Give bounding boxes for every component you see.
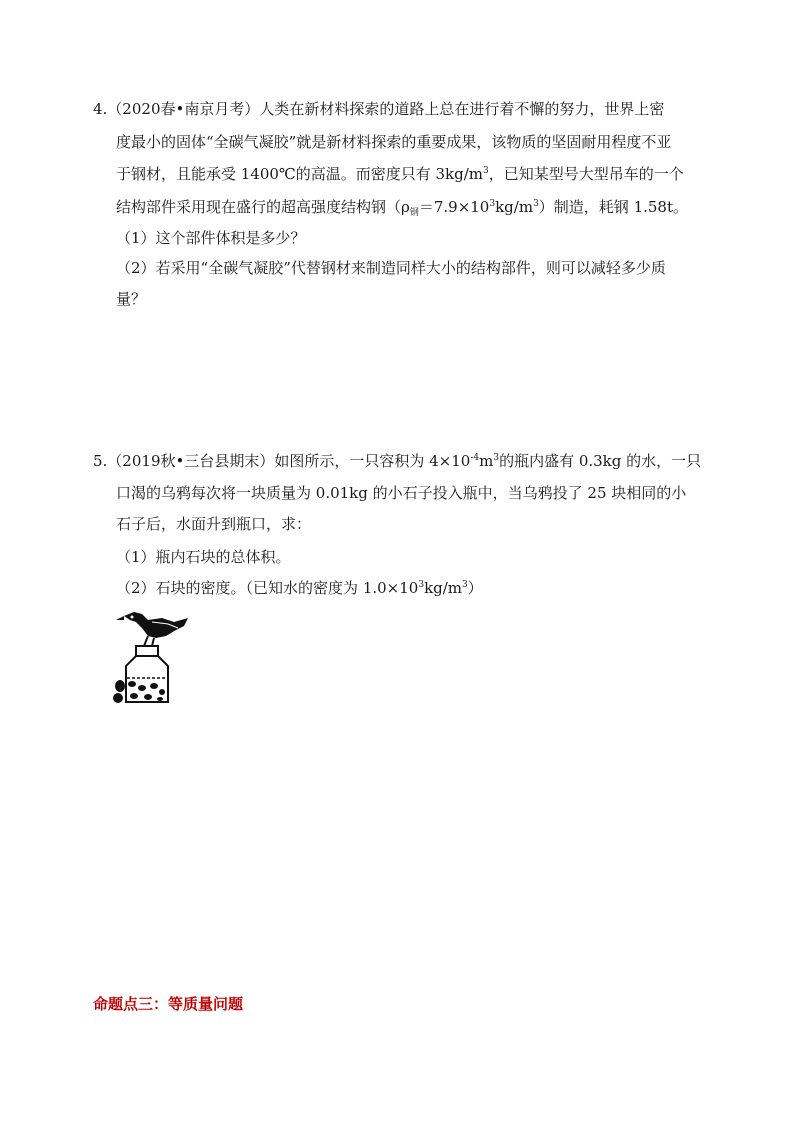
q5-line-2: 口渴的乌鸦每次将一块质量为 0.01kg 的小石子投入瓶中，当乌鸦投了 25 块相同的小: [116, 484, 687, 502]
q4-line-3-a: 于钢材，且能承受 1400℃的高温。而密度只有 3kg/m: [116, 165, 484, 183]
q4-line-4-c: kg/m: [495, 198, 534, 216]
q4-line-4-a: 结构部件采用现在盛行的超高强度结构钢（ρ: [116, 198, 410, 216]
crow-bottle-illustration: [112, 606, 196, 706]
q5-sub-2-a: （2）石块的密度。（已知水的密度为 1.0×10: [116, 579, 419, 597]
q4-sub-question-1: （1）这个部件体积是多少？: [116, 229, 306, 247]
exponent: 3: [489, 199, 496, 209]
q4-line-3-b: ，已知某型号大型吊车的一个: [488, 165, 684, 183]
q5-line-1-b: m: [479, 452, 494, 470]
exponent: 3: [462, 580, 468, 590]
q5-line-3: 石子后，水面升到瓶口，求：: [116, 515, 312, 533]
exponent: 3: [493, 453, 500, 463]
q5-sub-2-b: kg/m: [424, 579, 463, 597]
q4-line-4-d: ）制造，耗钢 1.58t。: [538, 198, 688, 216]
q5-line-1-c: 的瓶内盛有 0.3kg 的水，一只: [499, 452, 702, 470]
q5-sub-question-1: （1）瓶内石块的总体积。: [116, 548, 291, 566]
q5-line-1-a: 5.（2019秋•三台县期末）如图所示，一只容积为 4×10: [93, 452, 471, 470]
exponent: 3: [418, 580, 425, 590]
q4-line-1: 4.（2020春•南京月考）人类在新材料探索的道路上总在进行着不懈的努力，世界上密: [93, 100, 665, 118]
q4-line-4-b: ＝7.9×10: [418, 198, 490, 216]
q5-sub-2-c: ）: [467, 579, 483, 597]
q5-line-1: [93, 450, 701, 472]
q4-sub-question-2-cont: 量？: [116, 290, 147, 308]
exponent: -4: [470, 453, 480, 463]
subscript-steel: 钢: [409, 208, 419, 218]
section-heading: 命题点三：等质量问题: [93, 995, 244, 1013]
q4-sub-question-2: （2）若采用“全碳气凝胶”代替钢材来制造同样大小的结构部件，则可以减轻多少质: [116, 259, 666, 277]
exponent: 3: [483, 166, 489, 176]
q4-line-4: [116, 196, 688, 218]
q5-sub-question-2: [116, 577, 483, 599]
q4-line-2: 度最小的固体“全碳气凝胶”就是新材料探索的重要成果，该物质的坚固耐用程度不亚: [116, 133, 672, 151]
q4-line-3: [116, 163, 684, 185]
exponent: 3: [533, 199, 539, 209]
